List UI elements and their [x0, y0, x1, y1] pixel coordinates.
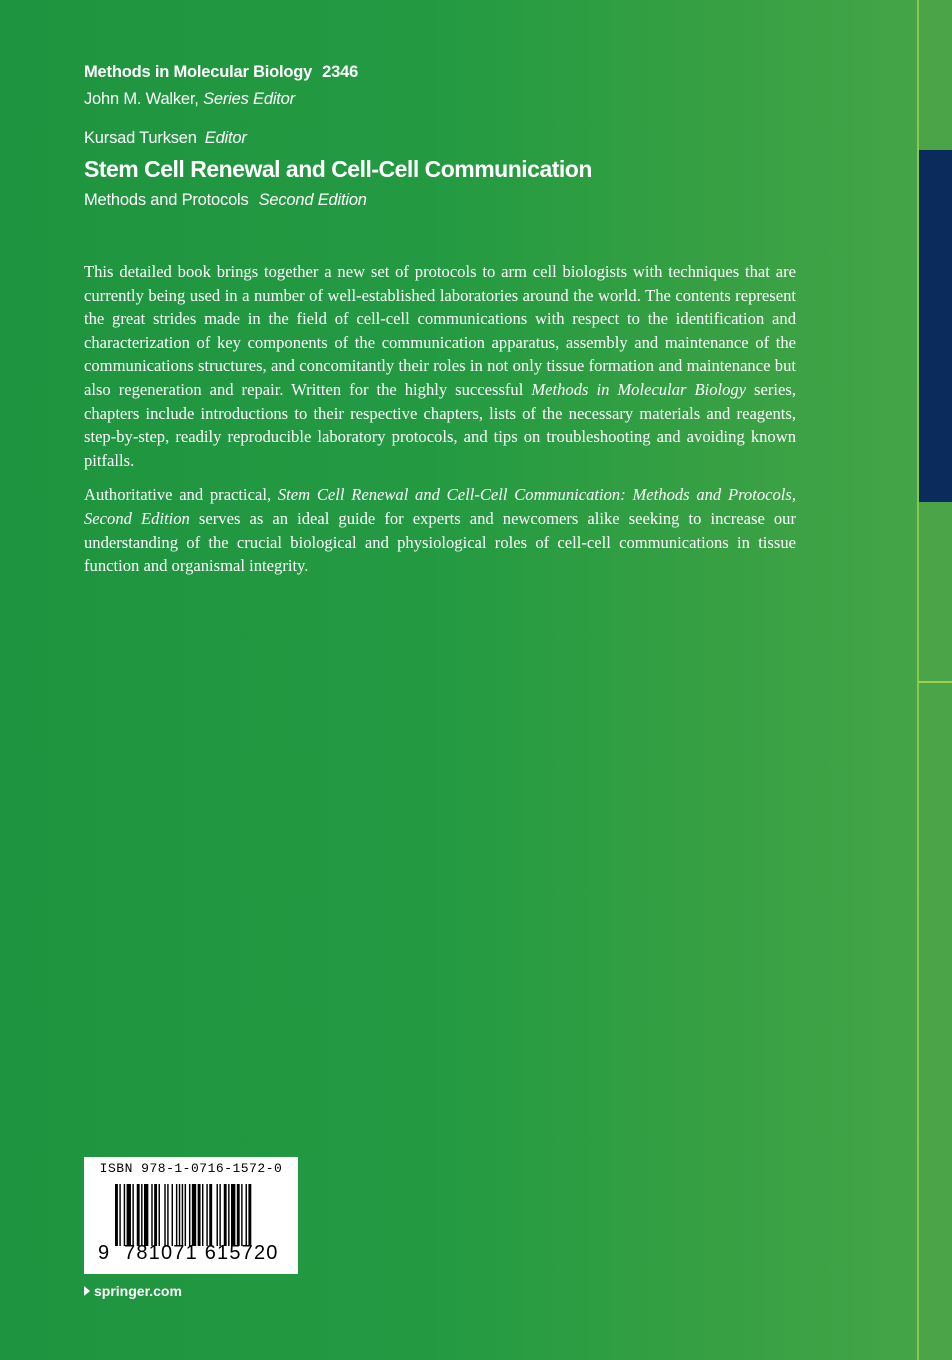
publisher-url-text: springer.com [94, 1283, 182, 1299]
barcode-digits: 781071 615720 [124, 1242, 279, 1264]
barcode-bar [185, 1184, 186, 1246]
spine-navy-band [919, 150, 952, 502]
isbn-label: ISBN 978-1-0716-1572-0 [99, 1161, 283, 1176]
barcode-bar [202, 1184, 203, 1246]
barcode-bars [115, 1184, 275, 1246]
barcode-bar [167, 1184, 168, 1246]
series-editor [84, 90, 295, 109]
barcode-bar [192, 1184, 196, 1246]
blurb [84, 260, 796, 589]
series-editor-role: Series Editor [203, 90, 295, 108]
barcode-first-digit: 9 [98, 1242, 110, 1264]
barcode-bar [182, 1184, 183, 1246]
series-name: Methods in Molecular Biology [84, 63, 313, 81]
barcode-bar [237, 1184, 240, 1246]
blurb-paragraph-2 [84, 483, 796, 577]
series-title [84, 63, 358, 82]
book-editor-name: Kursad Turksen [84, 129, 197, 147]
barcode-bar [164, 1184, 165, 1246]
book-editor-role: Editor [204, 129, 247, 147]
barcode-bar [246, 1184, 247, 1246]
blurb-p2-text-b: serves as an ideal guide for experts and newcomers alike seeking to increase our understanding of the crucial biological and physiological roles of cell-cell communications in tissue function and organismal integrity. [84, 508, 796, 576]
blurb-p1-text-a: This detailed book brings together a new set of protocols to arm cell biologists with techniques that are currently being used in a number of well-established laboratories around the world. The contents represent the great strides made in the field of cell-cell communications with respect to the identification and characterization of key components of the communication apparatus, assembly and maintenance of the communications structures, and concomitantly their roles in not only tissue formation and maintenance but also regeneration and repair. Written for the highly successful [84, 262, 796, 399]
barcode-bar [189, 1184, 190, 1246]
blurb-p1-text-b: series, chapters include introductions to their respective chapters, lists of the necessary materials and reagents, step-by-step, readily reproducible laboratory protocols, and tips on troubleshooting and avoiding known pitfalls. [84, 379, 796, 470]
publisher-url[interactable] [84, 1283, 182, 1299]
barcode-bar [144, 1184, 148, 1246]
arrow-right-icon [84, 1286, 90, 1296]
barcode-bar [124, 1184, 125, 1246]
series-editor-name: John M. Walker, [84, 90, 199, 108]
barcode-bar [206, 1184, 207, 1246]
barcode-bar [151, 1184, 152, 1246]
barcode-bar [172, 1184, 173, 1246]
isbn-barcode [84, 1157, 298, 1274]
barcode-bar [119, 1184, 120, 1246]
barcode-bar [132, 1184, 133, 1246]
barcode-bar [127, 1184, 131, 1246]
barcode-bar [159, 1184, 160, 1246]
barcode-bar [224, 1184, 227, 1246]
barcode-bar [248, 1184, 251, 1246]
barcode-bar [179, 1184, 180, 1246]
barcode-bar [217, 1184, 218, 1246]
book-editor [84, 129, 247, 148]
barcode-bar [115, 1184, 118, 1246]
barcode-bar [209, 1184, 212, 1246]
barcode-bar [241, 1184, 242, 1246]
barcode-bar [176, 1184, 177, 1246]
book-title: Stem Cell Renewal and Cell-Cell Communication [84, 156, 592, 182]
blurb-p2-text-a: Authoritative and practical, [84, 485, 278, 505]
barcode-bar [198, 1184, 201, 1246]
blurb-p1-series-title: Methods in Molecular Biology [531, 379, 747, 399]
barcode-bar [228, 1184, 229, 1246]
barcode-bar [141, 1184, 142, 1246]
spine-rule [919, 681, 952, 683]
barcode-bar [154, 1184, 157, 1246]
edition-text: Second Edition [258, 191, 367, 209]
series-volume: 2346 [322, 63, 359, 81]
barcode-bar [231, 1184, 235, 1246]
subtitle-text: Methods and Protocols [84, 191, 249, 209]
blurb-paragraph-1 [84, 260, 796, 472]
book-subtitle [84, 191, 367, 210]
barcode-bar [137, 1184, 140, 1246]
barcode-bar [219, 1184, 220, 1246]
blurb-p2-book-title: Stem Cell Renewal and Cell-Cell Communication: Methods and Protocols, Second Edition [84, 485, 796, 528]
